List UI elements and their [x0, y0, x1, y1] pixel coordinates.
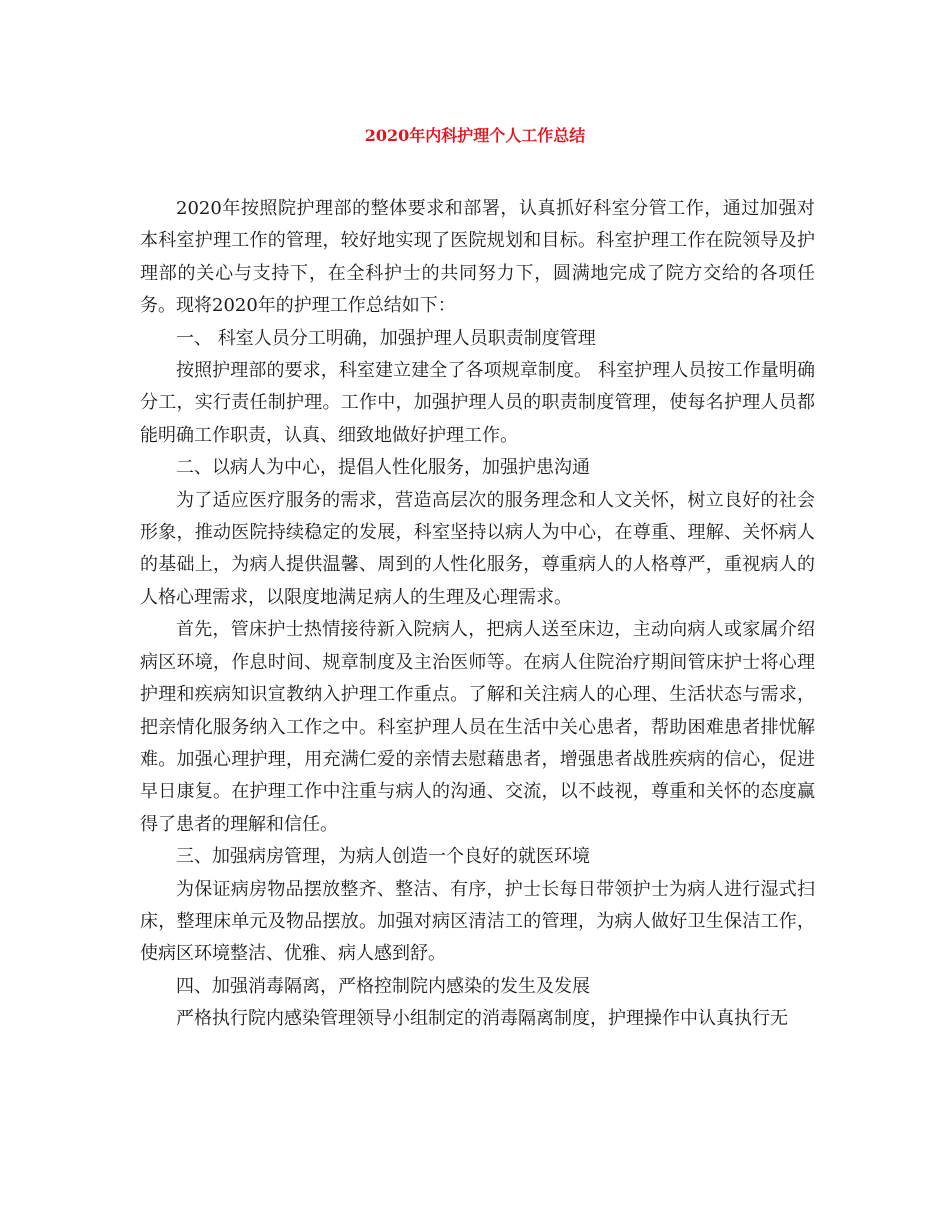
- section-heading-3: 三、加强病房管理，为病人创造一个良好的就医环境: [176, 846, 590, 868]
- document-body: [140, 193, 815, 1036]
- section-heading-2: 二、以病人为中心，提倡人性化服务，加强护患沟通: [176, 457, 590, 479]
- section-heading-1: 一、 科室人员分工明确，加强护理人员职责制度管理: [176, 327, 596, 349]
- paragraph-section-1: 按照护理部的要求，科室建立建全了各项规章制度。 科室护理人员按工作量明确分工，实行责任制护理。工作中，加强护理人员的职责制度管理，使每名护理人员都能明确工作职责，认真、细致地做好护理工作。: [140, 360, 815, 446]
- paragraph-section-2a: 为了适应医疗服务的需求，营造高层次的服务理念和人文关怀，树立良好的社会形象，推动医院持续稳定的发展，科室坚持以病人为中心，在尊重、理解、关怀病人的基础上，为病人提供温馨、周到的人性化服务，尊重病人的人格尊严，重视病人的人格心理需求，以限度地满足病人的生理及心理需求。: [140, 489, 815, 608]
- document-title: 2020年内科护理个人工作总结: [364, 126, 586, 145]
- paragraph-section-3: 为保证病房物品摆放整齐、整洁、有序，护士长每日带领护士为病人进行湿式扫床，整理床单元及物品摆放。加强对病区清洁工的管理，为病人做好卫生保洁工作，使病区环境整洁、优雅、病人感到舒。: [140, 878, 815, 965]
- paragraph-section-4: 严格执行院内感染管理领导小组制定的消毒隔离制度，护理操作中认真执行无: [176, 1008, 788, 1030]
- paragraph-section-2b: 首先，管床护士热情接待新入院病人，把病人送至床边，主动向病人或家属介绍病区环境，作息时间、规章制度及主治医师等。在病人住院治疗期间管床护士将心理护理和疾病知识宣教纳入护理工作重点。了解和关注病人的心理、生活状态与需求，把亲情化服务纳入工作之中。科室护理人员在生活中关心患者，帮助困难患者排忧解难。加强心理护理，用充满仁爱的亲情去慰藉患者，增强患者战胜疾病的信心，促进早日康复。在护理工作中注重与病人的沟通、交流，以不歧视，尊重和关怀的态度赢得了患者的理解和信任。: [140, 619, 815, 835]
- section-heading-4: 四、加强消毒隔离，严格控制院内感染的发生及发展: [176, 975, 590, 997]
- paragraph-intro: 2020年按照院护理部的整体要求和部署，认真抓好科室分管工作，通过加强对本科室护理工作的管理，较好地实现了医院规划和目标。科室护理工作在院领导及护理部的关心与支持下，在全科护士的共同努力下，圆满地完成了院方交给的各项任务。现将2020年的护理工作总结如下：: [140, 198, 815, 317]
